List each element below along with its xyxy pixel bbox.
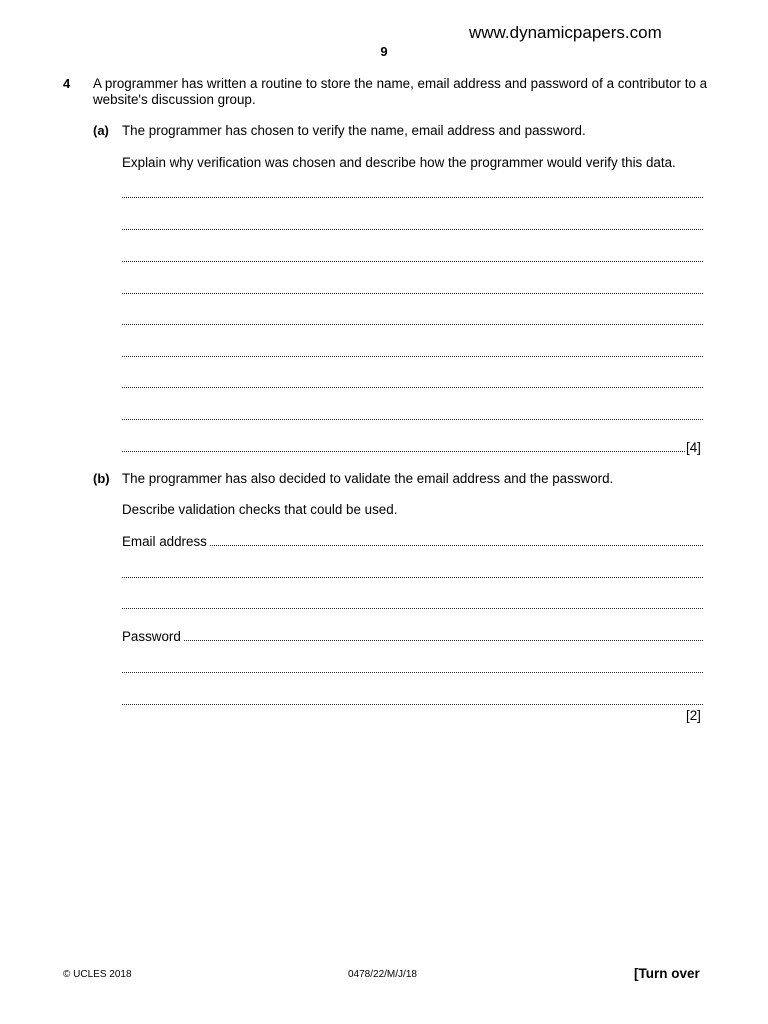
part-a-text-1: The programmer has chosen to verify the name, email address and password.	[122, 123, 586, 138]
part-a-marks: [4]	[686, 440, 701, 455]
answer-line[interactable]	[122, 261, 703, 262]
answer-line[interactable]	[122, 356, 703, 357]
part-b-text-2: Describe validation checks that could be used.	[122, 502, 398, 517]
question-text: A programmer has written a routine to store the name, email address and password of a contributor to a website's discussion group.	[93, 76, 708, 107]
part-b-label: (b)	[93, 471, 110, 486]
password-label: Password	[122, 629, 181, 644]
answer-line[interactable]	[122, 419, 703, 420]
site-url: www.dynamicpapers.com	[469, 23, 662, 42]
paper-code: 0478/22/M/J/18	[348, 969, 417, 980]
email-answer-line[interactable]	[122, 545, 703, 546]
answer-line[interactable]	[122, 229, 703, 230]
answer-line[interactable]	[122, 451, 685, 452]
password-answer-line[interactable]	[122, 704, 703, 705]
turn-over: [Turn over	[634, 966, 700, 981]
email-answer-line[interactable]	[122, 577, 703, 578]
part-a-label: (a)	[93, 123, 109, 138]
question-number: 4	[63, 76, 71, 91]
password-answer-line[interactable]	[122, 640, 703, 641]
password-answer-line[interactable]	[122, 672, 703, 673]
answer-line[interactable]	[122, 387, 703, 388]
page-number: 9	[380, 44, 388, 59]
part-b-text-1: The programmer has also decided to validate the email address and the password.	[122, 471, 614, 486]
answer-line[interactable]	[122, 293, 703, 294]
copyright: © UCLES 2018	[63, 969, 132, 980]
answer-line[interactable]	[122, 197, 703, 198]
email-address-label: Email address	[122, 534, 207, 549]
part-a-text-2: Explain why verification was chosen and describe how the programmer would verify this data.	[122, 155, 676, 170]
part-b-marks: [2]	[686, 708, 701, 723]
email-answer-line[interactable]	[122, 608, 703, 609]
answer-line[interactable]	[122, 324, 703, 325]
